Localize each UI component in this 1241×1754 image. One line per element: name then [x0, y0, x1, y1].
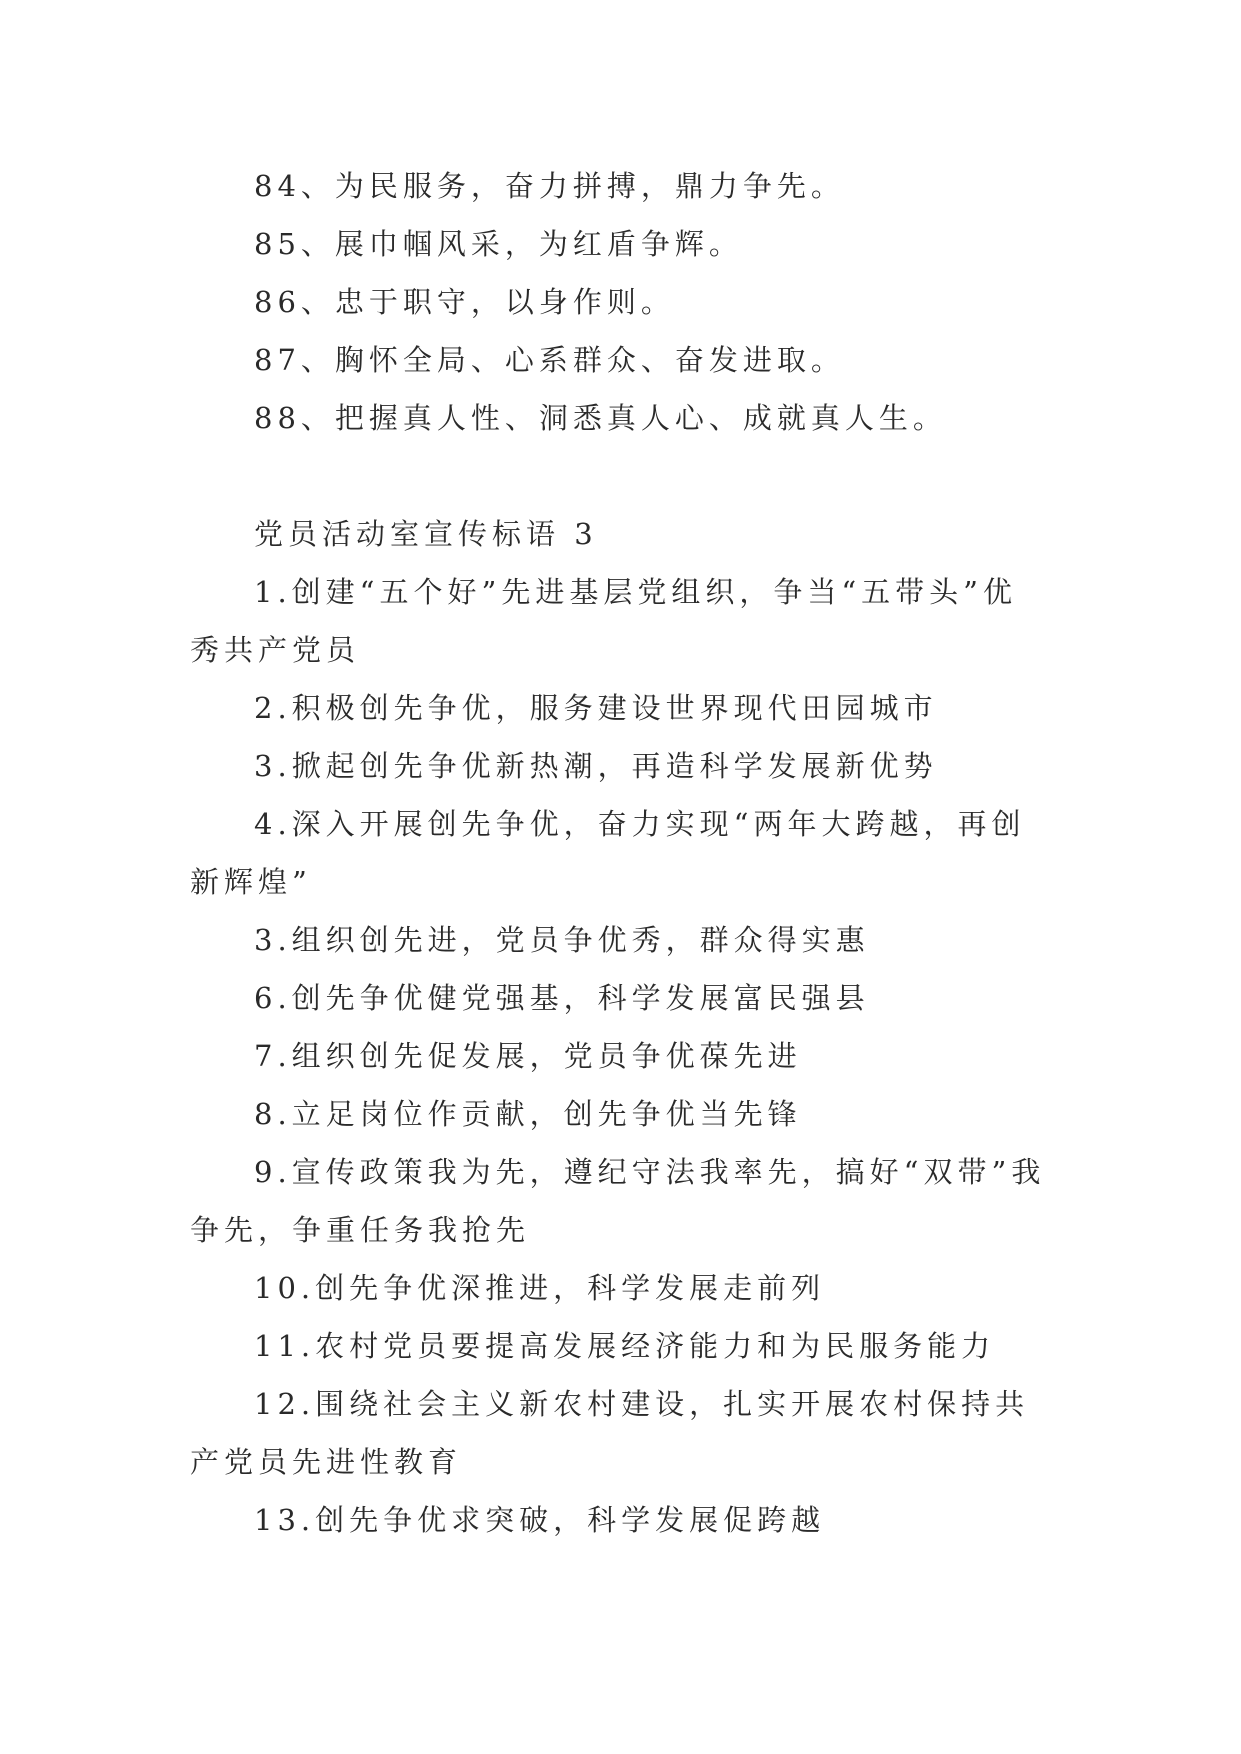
slogan-item-11: 11.农村党员要提高发展经济能力和为民服务能力 [254, 1329, 996, 1363]
intro-item-84: 84、为民服务，奋力拼搏，鼎力争先。 [254, 169, 845, 203]
slogan-item-3: 3.掀起创先争优新热潮，再造科学发展新优势 [254, 749, 938, 783]
section-spacer [190, 447, 1050, 505]
intro-item-87: 87、胸怀全局、心系群众、奋发进取。 [254, 343, 845, 377]
slogan-item-12: 12.围绕社会主义新农村建设，扎实开展农村保持共产党员先进性教育 [190, 1387, 1030, 1479]
slogan-item-7: 7.组织创先促发展，党员争优葆先进 [254, 1039, 802, 1073]
intro-item-85: 85、展巾帼风采，为红盾争辉。 [254, 227, 743, 261]
slogan-item-2: 2.积极创先争优，服务建设世界现代田园城市 [254, 691, 938, 725]
slogan-item-9: 9.宣传政策我为先，遵纪守法我率先，搞好“双带”我争先，争重任务我抢先 [190, 1155, 1046, 1247]
slogan-item-6: 6.创先争优健党强基，科学发展富民强县 [254, 981, 870, 1015]
slogan-item-13: 13.创先争优求突破，科学发展促跨越 [254, 1503, 826, 1537]
slogan-item-10: 10.创先争优深推进，科学发展走前列 [254, 1271, 826, 1305]
document-body [190, 157, 1050, 1549]
intro-item-86: 86、忠于职守，以身作则。 [254, 285, 675, 319]
slogan-item-8: 8.立足岗位作贡献，创先争优当先锋 [254, 1097, 802, 1131]
slogan-item-4: 4.深入开展创先争优，奋力实现“两年大跨越，再创新辉煌” [190, 807, 1026, 899]
slogan-item-1: 1.创建“五个好”先进基层党组织，争当“五带头”优秀共产党员 [190, 575, 1017, 667]
intro-item-88: 88、把握真人性、洞悉真人心、成就真人生。 [254, 401, 947, 435]
slogan-item-5: 3.组织创先进，党员争优秀，群众得实惠 [254, 923, 870, 957]
section-title: 党员活动室宣传标语 3 [254, 517, 598, 551]
